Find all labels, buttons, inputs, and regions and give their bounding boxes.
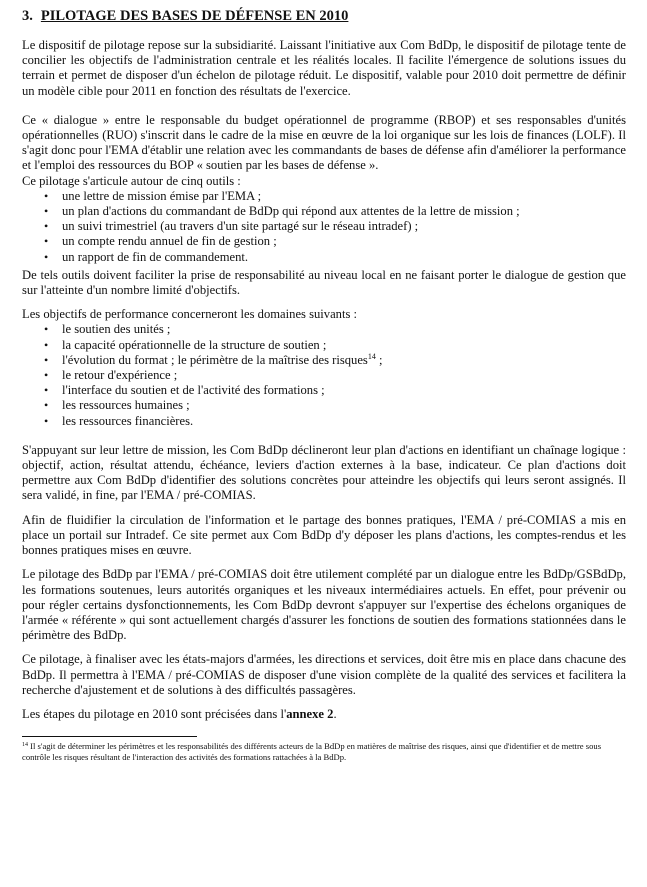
- paragraph-dialogue: Ce « dialogue » entre le responsable du budget opérationnel de programme (RBOP) et ses responsables d'unités opérationnelles (RUO) s'inscrit dans le cadre de la mise en œuvre de la loi organique sur les lois de finances (LOLF). Il s'agit donc pour l'EMA d'établir une relation avec les commandants de bases de défense afin d'améliorer la performance et l'emploi des ressources du BOP « soutien par les bases de défense ».: [22, 112, 626, 173]
- paragraph-subsidiarity: Le dispositif de pilotage repose sur la subsidiarité. Laissant l'initiative aux Com BdDp, le dispositif de pilotage tente de concilier les objectifs de l'administration centrale et les réalités locales. Il facilite l'émergence de solutions issues du terrain et permet de disposer d'un échelon de pilotage réduit. Le dispositif, valable pour 2010 doit permettre de définir un modèle cible pour 2011 en fonction des résultats de l'exercice.: [22, 38, 626, 98]
- annex-sentence-end: .: [333, 706, 337, 721]
- paragraph-dialogue-complement: Le pilotage des BdDp par l'EMA / pré-COMIAS doit être utilement complété par un dialogue entre les BdDp/GSBdDp, les formations soutenues, leurs autorités organiques et les niveaux intermédiaires actuels. En effet, pour prévenir ou pour régler certains dysfonctionnements, les Com BdDp devront s'appuyer sur l'expertise des échelons organiques de l'armée « référente » qui sont actuellement chargés d'assurer les fonctions de soutien des formations stationnées dans le périmètre des BdDp.: [22, 567, 626, 643]
- list-item: • un rapport de fin de commandement.: [62, 250, 626, 265]
- annex-sentence: Les étapes du pilotage en 2010 sont précisées dans l': [22, 706, 287, 721]
- list-item-end: ;: [375, 352, 383, 367]
- list-item: • les ressources financières.: [62, 414, 626, 429]
- list-item: • un compte rendu annuel de fin de gestion ;: [62, 234, 626, 249]
- paragraph-intradef-portal: Afin de fluidifier la circulation de l'information et le partage des bonnes pratiques, l'EMA / pré-COMIAS a mis en place un portail sur Intradef. Ce site permet aux Com BdDp d'y déposer les plans d'actions, les comptes-rendus et les bonnes pratiques mises en œuvre.: [22, 512, 626, 558]
- section-number: 3.: [22, 8, 33, 24]
- paragraph-tools-intro: Ce pilotage s'articule autour de cinq outils :: [22, 173, 241, 188]
- list-item: • le retour d'expérience ;: [62, 368, 626, 383]
- annex-link: annexe 2: [286, 706, 334, 721]
- domains-list: [22, 322, 626, 428]
- paragraph-objectives-intro: Les objectifs de performance concerneront les domaines suivants :: [22, 307, 358, 322]
- section-title: PILOTAGE DES BASES DE DÉFENSE EN 2010: [40, 8, 349, 24]
- list-item: • le soutien des unités ;: [62, 322, 626, 337]
- paragraph-pilotage-rollout: Ce pilotage, à finaliser avec les états-majors d'armées, les directions et services, doit être mis en place dans chacune des BdDp. Il permettra à l'EMA / pré-COMIAS de disposer d'une vision complète de la qualité des services et facilitera la recherche d'ajustement et de solutions à des difficultés passagères.: [22, 652, 626, 697]
- paragraph-action-plan: S'appuyant sur leur lettre de mission, les Com BdDp déclineront leur plan d'actions en identifiant un chaînage logique : objectif, action, résultat attendu, échéance, leviers d'action externes à la base, indicateur. Ce plan d'actions doit permettre aux Com BdDp d'identifier des solutions concrètes pour atteindre les objectifs qui leurs seront assignés. Il sera validé, in fine, par l'EMA / pré-COMIAS.: [22, 442, 626, 503]
- footnote-reference[interactable]: 14: [367, 351, 376, 361]
- paragraph-annex-reference: [22, 707, 626, 722]
- footnote-text: Il s'agit de déterminer les périmètres et les responsabilités des différents acteurs de la BdDp en matières de maîtrise des risques, ainsi que d'identifier et de mettre sous contrôle les risques résultant de l'interaction des activités des formations rattachées à la BdDp.: [22, 741, 602, 763]
- list-item: • un suivi trimestriel (au travers d'un site partagé sur le réseau intradef) ;: [62, 219, 626, 234]
- list-item: • une lettre de mission émise par l'EMA ;: [62, 189, 626, 204]
- document-page: [22, 8, 626, 763]
- tools-list: [22, 189, 626, 265]
- footnote: [22, 741, 626, 763]
- list-item: • les ressources humaines ;: [62, 398, 626, 413]
- paragraph-responsibility: De tels outils doivent faciliter la prise de responsabilité au niveau local en ne faisant porter le dialogue de gestion que sur l'atteinte d'un nombre limité d'objectifs.: [22, 267, 626, 298]
- list-item: [62, 353, 626, 368]
- footnote-divider: [22, 736, 197, 737]
- section-heading: [22, 8, 626, 25]
- list-item: • l'interface du soutien et de l'activité des formations ;: [62, 383, 626, 398]
- list-item-text: l'évolution du format ; le périmètre de la maîtrise des risques: [62, 352, 368, 367]
- footnote-number: 14: [22, 742, 28, 749]
- list-item: • un plan d'actions du commandant de BdDp qui répond aux attentes de la lettre de mission ;: [62, 204, 626, 219]
- list-item: • la capacité opérationnelle de la structure de soutien ;: [62, 338, 626, 353]
